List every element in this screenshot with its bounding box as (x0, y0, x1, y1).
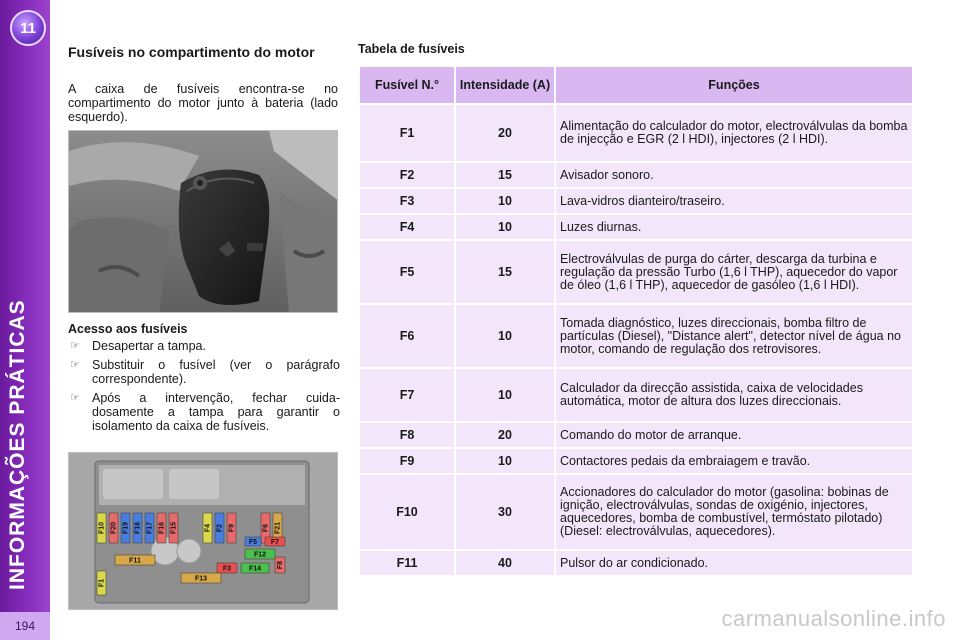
fuse-label-f14: F14 (248, 565, 262, 573)
fuse-label-f20: F20 (110, 521, 118, 535)
table-row (360, 215, 912, 239)
access-step: ☞ Após a intervenção, fechar cuida-dosamente a tampa para garantir o isolamento da caixa de fusíveis. (70, 391, 340, 433)
engine-compartment-photo (68, 130, 338, 313)
fuse-number: F11 (360, 551, 454, 575)
fuse-table (358, 65, 914, 577)
fuse-function: Calculador da direcção assistida, caixa de velocidades automática, motor de altura dos luzes direccionais. (556, 369, 912, 421)
table-row (360, 241, 912, 303)
fuse-amperage: 40 (456, 551, 554, 575)
fuse-label-f12: F12 (253, 551, 267, 559)
page-number: 194 (0, 612, 50, 640)
table-row (360, 305, 912, 367)
fuse-function: Pulsor do ar condicionado. (556, 551, 912, 575)
fuse-number: F6 (360, 305, 454, 367)
fuse-function: Tomada diagnóstico, luzes direccionais, bomba filtro de partículas (Diesel), "Distance alert", detector nível de água no motor, comando de regulação dos retrovisores. (556, 305, 912, 367)
table-row (360, 189, 912, 213)
access-steps-list (68, 339, 340, 438)
fuse-function: Accionadores do calculador do motor (gasolina: bobinas de ignição, electroválvulas, sondas de oxigénio, injectores, aquecedores, bomba de combustível, termóstato pilotado) (Diesel: electroválvulas, aquecedores). (556, 475, 912, 549)
fuse-label-f10: F10 (98, 521, 106, 535)
hand-pointer-icon: ☞ (70, 340, 80, 352)
fuse-number: F1 (360, 105, 454, 161)
table-row (360, 551, 912, 575)
fuse-label-f3: F3 (222, 565, 232, 573)
fuse-label-f15: F15 (170, 521, 178, 535)
fuse-label-f4: F4 (204, 523, 212, 533)
fuse-amperage: 10 (456, 189, 554, 213)
fuse-label-f2: F2 (216, 523, 224, 533)
access-step: ☞ Substituir o fusível (ver o parágrafo correspondente). (70, 358, 340, 386)
table-row (360, 163, 912, 187)
fuse-amperage: 20 (456, 105, 554, 161)
header-fuse: Fusível N.° (360, 67, 454, 103)
engine-photo-illustration (69, 131, 338, 313)
fuse-number: F10 (360, 475, 454, 549)
fuse-function: Contactores pedais da embraiagem e travão. (556, 449, 912, 473)
hand-pointer-icon: ☞ (70, 359, 80, 371)
fuse-amperage: 15 (456, 241, 554, 303)
access-subtitle: Acesso aos fusíveis (68, 322, 188, 336)
fuse-number: F4 (360, 215, 454, 239)
fuse-label-f1: F1 (98, 578, 106, 588)
table-row (360, 423, 912, 447)
section-title: Fusíveis no compartimento do motor (68, 44, 315, 60)
fuse-label-f17: F17 (146, 521, 154, 535)
fuse-amperage: 30 (456, 475, 554, 549)
fuse-amperage: 10 (456, 305, 554, 367)
table-row (360, 475, 912, 549)
fuse-label-f21: F21 (274, 521, 282, 535)
chapter-number-badge: 11 (10, 10, 46, 46)
table-header-row (360, 67, 912, 103)
fuse-function: Luzes diurnas. (556, 215, 912, 239)
fuse-label-f11: F11 (129, 557, 141, 565)
fuse-amperage: 20 (456, 423, 554, 447)
fuse-function: Electroválvulas de purga do cárter, descarga da turbina e regulação da pressão Turbo (1,6 l THP), aquecedor do vapor de óleo (1,6 l THP), aquecedor de gasóleo (1,6 l HDI). (556, 241, 912, 303)
fuse-label-f8: F8 (276, 560, 284, 570)
fuse-number: F5 (360, 241, 454, 303)
access-step: ☞ Desapertar a tampa. (70, 339, 206, 353)
fuse-box-svg (69, 453, 338, 610)
fuse-label-f6: F6 (262, 523, 270, 533)
fuse-label-f13: F13 (194, 575, 208, 583)
fuse-label-f9: F9 (228, 523, 236, 533)
fuse-amperage: 10 (456, 215, 554, 239)
fuse-number: F9 (360, 449, 454, 473)
fuse-number: F8 (360, 423, 454, 447)
header-amperage: Intensidade (A) (456, 67, 554, 103)
header-functions: Funções (556, 67, 912, 103)
chapter-title: INFORMAÇÕES PRÁTICAS (6, 299, 29, 590)
fuse-label-f5: F5 (248, 538, 258, 546)
fuse-function: Alimentação do calculador do motor, electroválvulas da bomba de injecção e EGR (2 l HDI), injectores (2 l HDI). (556, 105, 912, 161)
fuse-amperage: 10 (456, 369, 554, 421)
table-title: Tabela de fusíveis (358, 42, 465, 56)
fuse-box-diagram (68, 452, 338, 610)
watermark: carmanualsonline.info (721, 606, 946, 631)
fuse-amperage: 10 (456, 449, 554, 473)
fuse-number: F7 (360, 369, 454, 421)
fuse-label-f19: F19 (122, 521, 130, 535)
hand-pointer-icon: ☞ (70, 392, 80, 404)
fuse-number: F2 (360, 163, 454, 187)
table-row (360, 105, 912, 161)
fuse-function: Comando do motor de arranque. (556, 423, 912, 447)
fuse-function: Lava-vidros dianteiro/traseiro. (556, 189, 912, 213)
fuse-label-f18: F18 (134, 521, 142, 535)
fuse-number: F3 (360, 189, 454, 213)
fuse-function: Avisador sonoro. (556, 163, 912, 187)
intro-paragraph: A caixa de fusíveis encontra-se no compartimento do motor junto à bateria (lado esquerdo). (68, 82, 338, 124)
fuse-label-f7: F7 (270, 538, 280, 546)
table-row (360, 369, 912, 421)
fuse-label-f16: F16 (158, 521, 166, 535)
fuse-amperage: 15 (456, 163, 554, 187)
table-row (360, 449, 912, 473)
